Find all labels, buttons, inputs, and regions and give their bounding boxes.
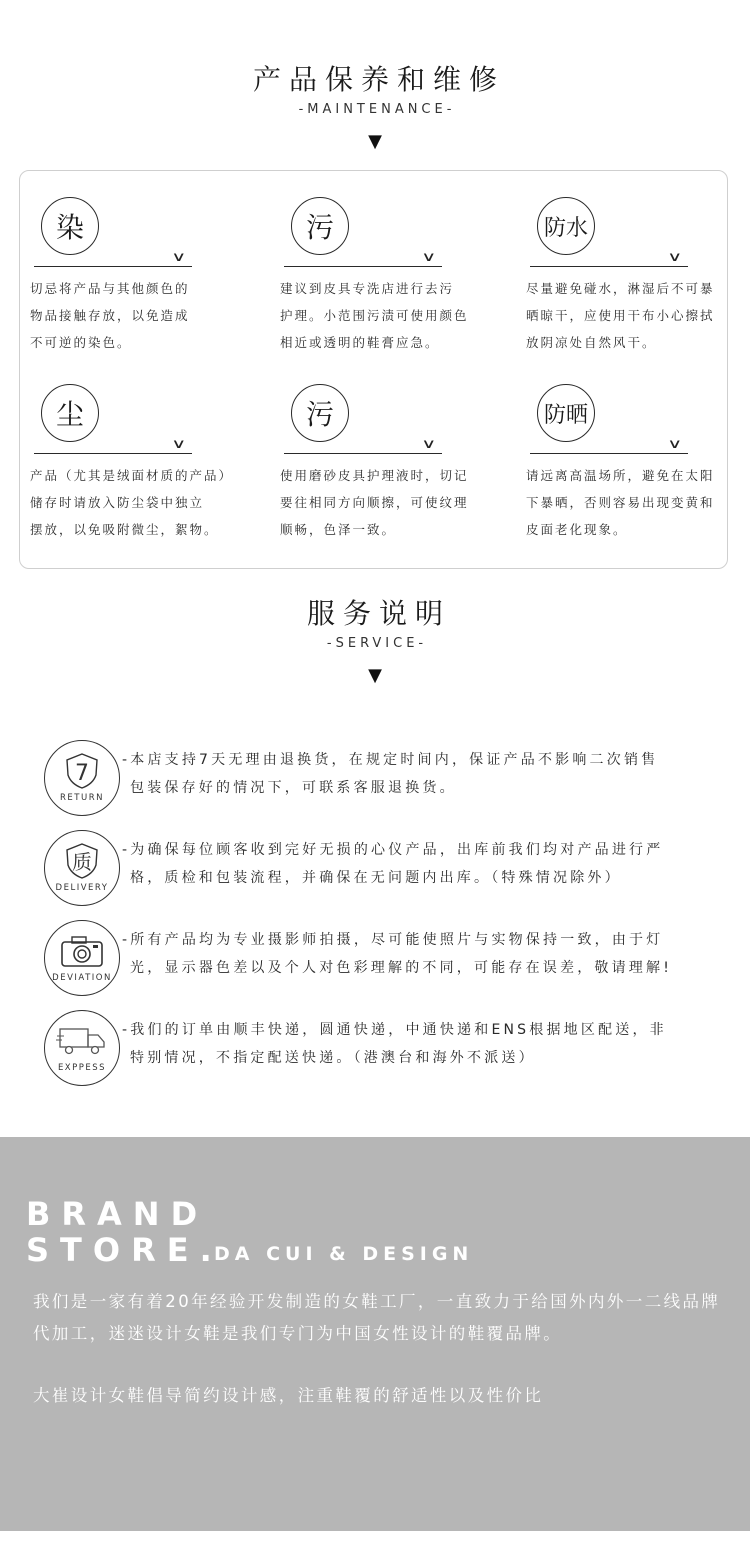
service-line: -我们的订单由顺丰快递，圆通快递，中通快递和ENS根据地区配送，非: [122, 1022, 667, 1038]
service-title: 服务说明: [306, 597, 451, 630]
care-line: 产品（尤其是绒面材质的产品）: [30, 468, 234, 483]
care-line: 请远离高温场所，避免在太阳: [526, 468, 715, 483]
care-line: 储存时请放入防尘袋中独立: [30, 495, 205, 510]
care-line: 不可逆的染色。: [30, 335, 132, 350]
care-description: [30, 275, 246, 356]
care-line: 物品接触存放，以免造成: [30, 308, 190, 323]
down-arrow-icon: ▼: [368, 665, 382, 686]
care-line: 使用磨砂皮具护理液时，切记: [280, 468, 469, 483]
service-item-delivery: [44, 830, 734, 906]
care-line: 下暴晒，否则容易出现变黄和: [526, 495, 715, 510]
waterproof-label-icon: 防水: [537, 197, 595, 255]
service-line: 包装保存好的情况下，可联系客服退换货。: [130, 780, 457, 796]
care-line: 皮面老化现象。: [526, 522, 628, 537]
care-item-waterproof: [526, 197, 746, 356]
service-item-express: [44, 1010, 734, 1086]
brand-banner: [0, 1137, 750, 1531]
maintenance-subtitle: -MAINTENANCE-: [298, 102, 456, 117]
care-item-stain: [280, 197, 500, 356]
chevron-down-icon: ∨: [171, 250, 187, 265]
care-item-sunproof: [526, 384, 746, 543]
care-panel: [19, 170, 728, 569]
care-description: [280, 462, 496, 543]
chevron-down-icon: ∨: [667, 250, 683, 265]
express-caption: EXPPESS: [57, 1063, 107, 1073]
brand-title-line1: BRAND: [26, 1195, 209, 1233]
deviation-badge: [44, 920, 120, 996]
down-arrow-icon: ▼: [368, 131, 382, 152]
care-description: [280, 275, 496, 356]
camera-icon: [45, 933, 119, 969]
brand-paragraph-1: 我们是一家有着20年经验开发制造的女鞋工厂，一直致力于给国外内外一二线品牌代加工，迷迷设计女鞋是我们专门为中国女性设计的鞋覆品牌。: [33, 1292, 721, 1343]
service-line: 格，质检和包装流程，并确保在无问题内出库。（特殊情况除外）: [130, 870, 622, 886]
care-line: 顺畅，色泽一致。: [280, 522, 397, 537]
care-description: [30, 462, 246, 543]
care-line: 护理。小范围污渍可使用颜色: [280, 308, 469, 323]
care-description: [526, 275, 742, 356]
quality-shield-icon: [45, 843, 119, 879]
deviation-caption: DEVIATION: [52, 973, 112, 983]
service-line: -本店支持7天无理由退换货，在规定时间内，保证产品不影响二次销售: [122, 752, 659, 768]
service-description: [122, 926, 732, 982]
service-item-return: [44, 740, 734, 816]
care-line: 尽量避免碰水，淋湿后不可暴: [526, 281, 715, 296]
truck-icon: [45, 1023, 119, 1059]
chevron-down-icon: ∨: [421, 437, 437, 452]
chevron-down-icon: ∨: [421, 250, 437, 265]
return-glyph: 7: [75, 761, 89, 786]
care-item-dye: [30, 197, 250, 356]
service-line: 光，显示器色差以及个人对色彩理解的不同，可能存在误差，敬请理解!: [130, 960, 673, 976]
chevron-down-icon: ∨: [171, 437, 187, 452]
service-subtitle: -SERVICE-: [326, 636, 428, 651]
maintenance-title: 产品保养和维修: [252, 63, 505, 96]
care-item-suede: [280, 384, 500, 543]
care-item-dust: [30, 384, 250, 543]
care-line: 相近或透明的鞋膏应急。: [280, 335, 440, 350]
dust-label-icon: 尘: [41, 384, 99, 442]
care-description: [526, 462, 742, 543]
brand-tagline: DA CUI & DESIGN: [214, 1243, 474, 1265]
care-line: 建议到皮具专洗店进行去污: [280, 281, 455, 296]
return-caption: RETURN: [60, 793, 104, 803]
service-item-deviation: [44, 920, 734, 996]
stain-label-icon: 污: [291, 197, 349, 255]
dye-label-icon: 染: [41, 197, 99, 255]
brand-paragraph-2: 大崔设计女鞋倡导简约设计感，注重鞋覆的舒适性以及性价比: [33, 1386, 544, 1405]
service-description: [122, 836, 732, 892]
service-line: -为确保每位顾客收到完好无损的心仪产品，出库前我们均对产品进行严: [122, 842, 664, 858]
care-line: 放阴凉处自然风干。: [526, 335, 657, 350]
service-header: [0, 592, 750, 686]
care-line: 晒晾干，应使用干布小心擦拭: [526, 308, 715, 323]
service-line: 特别情况，不指定配送快递。（港澳台和海外不派送）: [130, 1050, 536, 1066]
service-description: [122, 746, 732, 802]
express-badge: [44, 1010, 120, 1086]
service-line: -所有产品均为专业摄影师拍摄，尽可能使照片与实物保持一致，由于灯: [122, 932, 664, 948]
shield-seven-icon: [45, 753, 119, 789]
care-line: 切忌将产品与其他颜色的: [30, 281, 190, 296]
delivery-badge: [44, 830, 120, 906]
chevron-down-icon: ∨: [667, 437, 683, 452]
return-badge: [44, 740, 120, 816]
maintenance-header: [0, 58, 750, 152]
brand-title-line2: STORE.: [26, 1231, 223, 1269]
sunproof-label-icon: 防晒: [537, 384, 595, 442]
delivery-glyph: 质: [72, 850, 92, 874]
delivery-caption: DELIVERY: [55, 883, 109, 893]
service-description: [122, 1016, 732, 1072]
care-line: 摆放，以免吸附微尘，絮物。: [30, 522, 219, 537]
care-line: 要往相同方向顺擦，可使纹理: [280, 495, 469, 510]
suede-label-icon: 污: [291, 384, 349, 442]
